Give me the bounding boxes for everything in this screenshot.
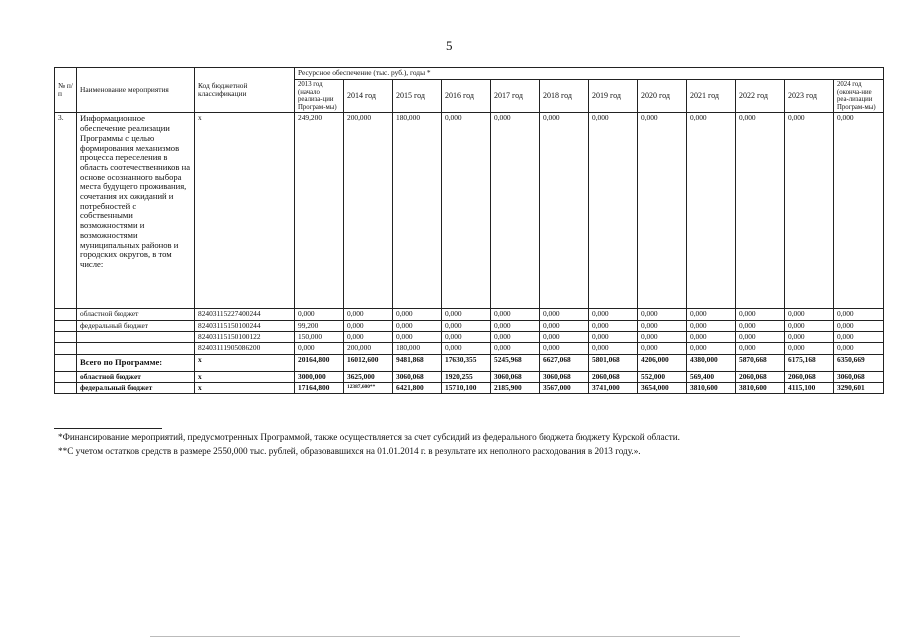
header-year: 2016 год <box>442 80 491 113</box>
blank-num-cell <box>55 371 77 382</box>
row-name <box>77 343 195 354</box>
value-cell: 0,000 <box>834 320 884 331</box>
value-cell: 0,000 <box>540 320 589 331</box>
value-cell: 0,000 <box>638 320 687 331</box>
value-cell: 5801,068 <box>589 354 638 371</box>
header-year: 2014 год <box>344 80 393 113</box>
blank-num-cell <box>55 309 77 320</box>
header-year: 2017 год <box>491 80 540 113</box>
value-cell: 0,000 <box>491 113 540 309</box>
value-cell: 2185,900 <box>491 382 540 393</box>
header-year: 2023 год <box>785 80 834 113</box>
value-cell: 3060,068 <box>540 371 589 382</box>
row-name: областной бюджет <box>77 371 195 382</box>
row-code: х <box>195 382 295 393</box>
value-cell: 0,000 <box>344 309 393 320</box>
blank-num-cell <box>55 382 77 393</box>
value-cell: 3741,000 <box>589 382 638 393</box>
value-cell: 0,000 <box>785 113 834 309</box>
value-cell: 0,000 <box>589 343 638 354</box>
value-cell: 4115,100 <box>785 382 834 393</box>
value-cell: 3654,000 <box>638 382 687 393</box>
value-cell: 3810,600 <box>736 382 785 393</box>
row-name: федеральный бюджет <box>77 382 195 393</box>
value-cell: 0,000 <box>344 320 393 331</box>
value-cell: 3567,000 <box>540 382 589 393</box>
value-cell: 0,000 <box>736 320 785 331</box>
value-cell: 3290,601 <box>834 382 884 393</box>
value-cell: 0,000 <box>736 113 785 309</box>
value-cell: 0,000 <box>834 343 884 354</box>
row-code: 82403115227400244 <box>195 309 295 320</box>
value-cell: 0,000 <box>589 113 638 309</box>
value-cell: 0,000 <box>589 309 638 320</box>
value-cell: 5870,668 <box>736 354 785 371</box>
value-cell: 3060,068 <box>393 371 442 382</box>
value-cell: 0,000 <box>638 309 687 320</box>
header-year: 2018 год <box>540 80 589 113</box>
table-row <box>55 320 884 331</box>
measure-row <box>55 113 884 309</box>
value-cell: 20164,800 <box>295 354 344 371</box>
budget-table <box>54 67 884 394</box>
value-cell: 9481,868 <box>393 354 442 371</box>
value-cell: 0,000 <box>736 309 785 320</box>
row-name: федеральный бюджет <box>77 320 195 331</box>
header-year: 2020 год <box>638 80 687 113</box>
header-name: Наименование мероприятия <box>77 68 195 113</box>
value-cell: 0,000 <box>393 320 442 331</box>
header-year: 2024 год (оконча-ние реа-лизации Програм-мы) <box>834 80 884 113</box>
value-cell: 2060,068 <box>785 371 834 382</box>
value-cell: 0,000 <box>785 343 834 354</box>
value-cell: 3625,000 <box>344 371 393 382</box>
value-cell: 6175,168 <box>785 354 834 371</box>
value-cell: 200,000 <box>344 343 393 354</box>
row-code: 82403111905086200 <box>195 343 295 354</box>
header-year: 2021 год <box>687 80 736 113</box>
value-cell: 0,000 <box>393 332 442 343</box>
value-cell: 17164,800 <box>295 382 344 393</box>
table-row <box>55 309 884 320</box>
value-cell: 6350,669 <box>834 354 884 371</box>
value-cell: 17630,355 <box>442 354 491 371</box>
value-cell: 6627,068 <box>540 354 589 371</box>
blank-num-cell <box>55 343 77 354</box>
value-cell: 0,000 <box>442 343 491 354</box>
value-cell: 0,000 <box>393 309 442 320</box>
total-regional-row <box>55 371 884 382</box>
value-cell: 0,000 <box>687 113 736 309</box>
value-cell: 4380,000 <box>687 354 736 371</box>
value-cell: 0,000 <box>491 343 540 354</box>
value-cell: 3060,068 <box>834 371 884 382</box>
value-cell: 0,000 <box>687 309 736 320</box>
header-year: 2015 год <box>393 80 442 113</box>
footnote-funding: *Финансирование мероприятий, предусмотренных Программой, также осуществляется за счет субсидий из федерального бюджета бюджету Курской области. <box>58 432 680 442</box>
value-cell: 0,000 <box>589 320 638 331</box>
value-cell: 180,000 <box>393 343 442 354</box>
blank-num-cell <box>55 320 77 331</box>
page-number: 5 <box>446 38 453 53</box>
value-cell: 0,000 <box>540 113 589 309</box>
value-cell: 0,000 <box>540 332 589 343</box>
value-cell: 0,000 <box>687 343 736 354</box>
table-row <box>55 343 884 354</box>
value-cell: 0,000 <box>442 309 491 320</box>
blank-num-cell <box>55 332 77 343</box>
value-cell: 0,000 <box>589 332 638 343</box>
value-cell: 180,000 <box>393 113 442 309</box>
value-cell: 3810,600 <box>687 382 736 393</box>
row-name <box>77 332 195 343</box>
header-year: 2019 год <box>589 80 638 113</box>
total-code: х <box>195 354 295 371</box>
table-row <box>55 332 884 343</box>
value-cell: 0,000 <box>442 113 491 309</box>
header-resources: Ресурсное обеспечение (тыс. руб.), годы * <box>295 68 884 80</box>
footnote-balance: **С учетом остатков средств в размере 2550,000 тыс. рублей, образовавшихся на 01.01.2014 г. в результате их неполного расходования в 2013 году.». <box>58 446 641 456</box>
value-cell: 2060,068 <box>589 371 638 382</box>
value-cell: 150,000 <box>295 332 344 343</box>
value-cell: 0,000 <box>834 113 884 309</box>
header-num: № п/п <box>55 68 77 113</box>
value-cell: 249,200 <box>295 113 344 309</box>
value-cell: 0,000 <box>638 113 687 309</box>
value-cell: 4206,000 <box>638 354 687 371</box>
value-cell: 0,000 <box>295 309 344 320</box>
value-cell: 200,000 <box>344 113 393 309</box>
value-cell: 0,000 <box>344 332 393 343</box>
header-row <box>55 68 884 80</box>
value-cell: 0,000 <box>785 320 834 331</box>
value-cell: 569,400 <box>687 371 736 382</box>
row-code: х <box>195 371 295 382</box>
value-cell: 0,000 <box>540 309 589 320</box>
value-cell: 552,000 <box>638 371 687 382</box>
value-cell: 0,000 <box>736 343 785 354</box>
header-year: 2022 год <box>736 80 785 113</box>
row-code: 82403115150100122 <box>195 332 295 343</box>
measure-num: 3. <box>55 113 77 309</box>
total-name: Всего по Программе: <box>77 354 195 371</box>
value-cell: 0,000 <box>785 332 834 343</box>
value-cell: 0,000 <box>442 332 491 343</box>
value-cell: 0,000 <box>638 332 687 343</box>
value-cell: 5245,968 <box>491 354 540 371</box>
row-name: областной бюджет <box>77 309 195 320</box>
value-cell: 6421,800 <box>393 382 442 393</box>
value-cell: 0,000 <box>834 332 884 343</box>
value-cell: 3000,000 <box>295 371 344 382</box>
value-cell: 0,000 <box>736 332 785 343</box>
value-cell: 0,000 <box>295 343 344 354</box>
value-cell: 0,000 <box>491 309 540 320</box>
value-cell: 0,000 <box>785 309 834 320</box>
blank-num-cell <box>55 354 77 371</box>
value-cell: 3060,068 <box>491 371 540 382</box>
footnote-divider <box>54 428 162 429</box>
bottom-divider <box>150 636 740 637</box>
value-cell: 0,000 <box>638 343 687 354</box>
value-cell: 0,000 <box>491 320 540 331</box>
value-cell: 0,000 <box>687 320 736 331</box>
header-year: 2013 год (начало реализа-ции Програм-мы) <box>295 80 344 113</box>
value-cell: 0,000 <box>540 343 589 354</box>
measure-code: х <box>195 113 295 309</box>
row-code: 82403115150100244 <box>195 320 295 331</box>
value-cell: 15710,100 <box>442 382 491 393</box>
value-cell: 0,000 <box>687 332 736 343</box>
header-code: Код бюджетной классификации <box>195 68 295 113</box>
value-cell: 0,000 <box>834 309 884 320</box>
value-cell: 99,200 <box>295 320 344 331</box>
value-cell: 16012,600 <box>344 354 393 371</box>
value-cell: 0,000 <box>442 320 491 331</box>
total-federal-row <box>55 382 884 393</box>
measure-name: Информационное обеспечение реализации Программы с целью формирования механизмов процесса переселения в область соотечественников на основе осознанного выбора места будущего проживания, сочетания их ожиданий и потребностей с собственными возможностями и возможностями муниципальных районов и городских округов, в том числе: <box>77 113 195 309</box>
total-row <box>55 354 884 371</box>
value-cell: 1920,255 <box>442 371 491 382</box>
value-cell: 2060,068 <box>736 371 785 382</box>
value-cell: 12387,600** <box>344 382 393 393</box>
value-cell: 0,000 <box>491 332 540 343</box>
